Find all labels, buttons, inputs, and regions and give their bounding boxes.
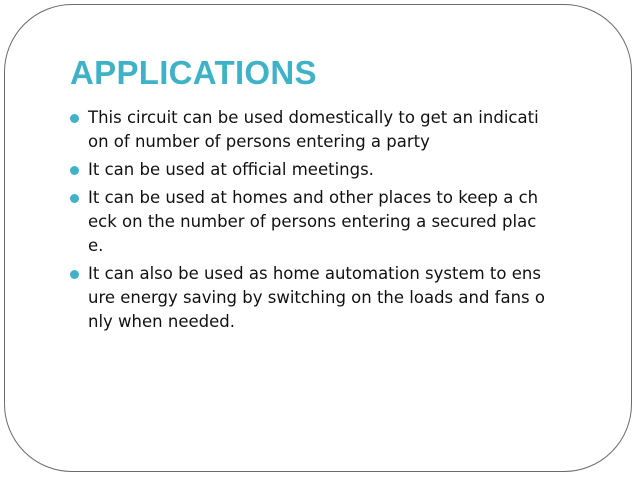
bullet-dot-icon (70, 194, 79, 203)
bullet-text-line: It can be used at official meetings. (88, 160, 374, 179)
bullet-dot-icon (70, 270, 79, 279)
bullet-text-line: This circuit can be used domestically to get an indicati (88, 108, 539, 127)
bullet-item (70, 186, 600, 258)
bullet-list (70, 106, 600, 338)
bullet-item (70, 106, 600, 154)
bullet-text-line: on of number of persons entering a party (88, 132, 430, 151)
bullet-text-line: It can be used at homes and other places to keep a ch (88, 188, 539, 207)
bullet-text-line: eck on the number of persons entering a secured plac (88, 212, 537, 231)
bullet-item (70, 158, 600, 182)
bullet-item (70, 262, 600, 334)
bullet-text-line: ure energy saving by switching on the loads and fans o (88, 288, 545, 307)
bullet-dot-icon (70, 114, 79, 123)
bullet-text-line: nly when needed. (88, 312, 235, 331)
bullet-text-line: e. (88, 236, 104, 255)
slide-title: APPLICATIONS (70, 54, 317, 91)
bullet-text-line: It can also be used as home automation system to ens (88, 264, 541, 283)
bullet-dot-icon (70, 166, 79, 175)
